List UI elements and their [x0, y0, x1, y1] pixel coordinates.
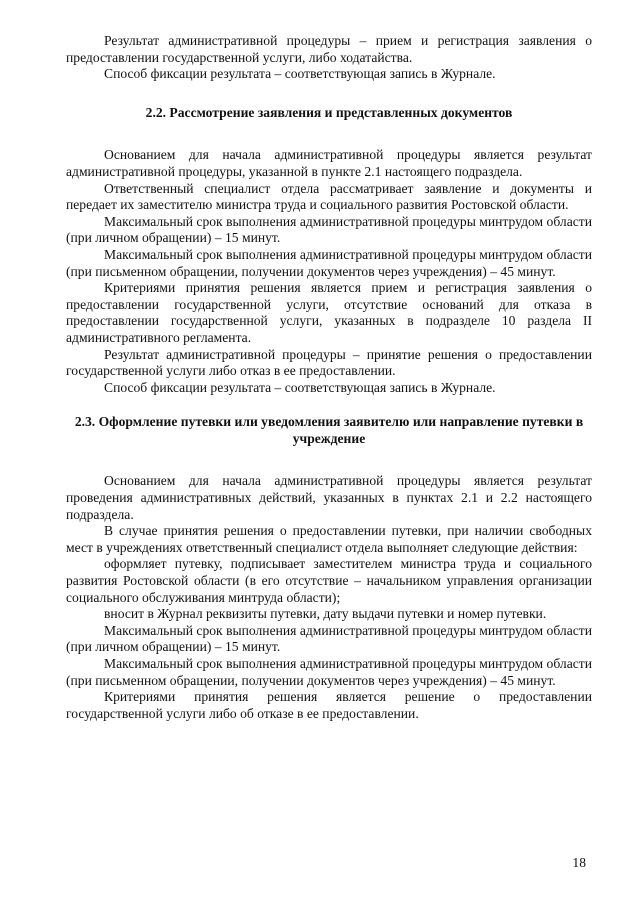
section-2-2-paragraph: Основанием для начала административной процедуры является результат административной процедуры, указанной в пункте 2.1 настоящего подраздела. [66, 147, 592, 179]
spacer [66, 83, 592, 105]
spacer [66, 121, 592, 147]
intro-paragraph-2: Способ фиксации результата – соответствующая запись в Журнале. [104, 66, 496, 82]
section-2-2-heading: 2.2. Рассмотрение заявления и представленных документов [145, 104, 513, 120]
section-2-3-paragraph: Критериями принятия решения является решение о предоставлении государственной услуги либо об отказе в ее предоставлении. [66, 689, 592, 721]
section-2-2-paragraph: Ответственный специалист отдела рассматривает заявление и документы и передает их заместителю министра труда и социального развития Ростовской области. [66, 180, 592, 213]
section-2-3-paragraph: Максимальный срок выполнения административной процедуры минтрудом области (при письменном обращении, получении документов через учреждения) – 45 минут. [66, 656, 592, 688]
page-number: 18 [572, 855, 586, 870]
section-2-3-paragraph: вносит в Журнал реквизиты путевки, дату выдачи путевки и номер путевки. [104, 606, 547, 622]
page-content [66, 33, 592, 722]
section-2-2-paragraph: Результат административной процедуры – принятие решения о предоставлении государственной услуги либо отказ в ее предоставлении. [66, 346, 592, 379]
intro-paragraph-1: Результат административной процедуры – прием и регистрация заявления о предоставлении государственной услуги, либо ходатайства. [66, 33, 592, 65]
section-2-2-paragraph: Способ фиксации результата – соответствующая запись в Журнале. [104, 379, 496, 395]
section-2-3-paragraph: Основанием для начала административной процедуры является результат проведения административных действий, указанных в пунктах 2.1 и 2.2 настоящего подраздела. [66, 473, 592, 522]
section-2-3-paragraph: Максимальный срок выполнения административной процедуры минтрудом области (при личном обращении) – 15 минут. [66, 622, 592, 655]
section-2-2-paragraph: Максимальный срок выполнения административной процедуры минтрудом области (при личном обращении) – 15 минут. [66, 213, 592, 246]
section-2-2-paragraph: Критериями принятия решения является прием и регистрация заявления о предоставлении государственной услуги, отсутствие оснований для отказа в предоставлении государственной услуги, указанных в подразделе 10 раздела II административного регламента. [66, 280, 592, 345]
section-2-3-heading: 2.3. Оформление путевки или уведомления заявителю или направление путевки в учреждение [74, 414, 584, 446]
section-2-2-paragraph: Максимальный срок выполнения административной процедуры минтрудом области (при письменном обращении, получении документов через учреждения) – 45 минут. [66, 246, 592, 279]
spacer [66, 447, 592, 473]
section-2-3-paragraph: оформляет путевку, подписывает заместителем министра труда и социального развития Ростовской области (в его отсутствие – начальником управления организации социального обслуживания минтруда области); [66, 556, 592, 605]
section-2-3-paragraph: В случае принятия решения о предоставлении путевки, при наличии свободных мест в учреждениях ответственный специалист отдела выполняет следующие действия: [66, 523, 592, 555]
spacer [66, 396, 592, 414]
